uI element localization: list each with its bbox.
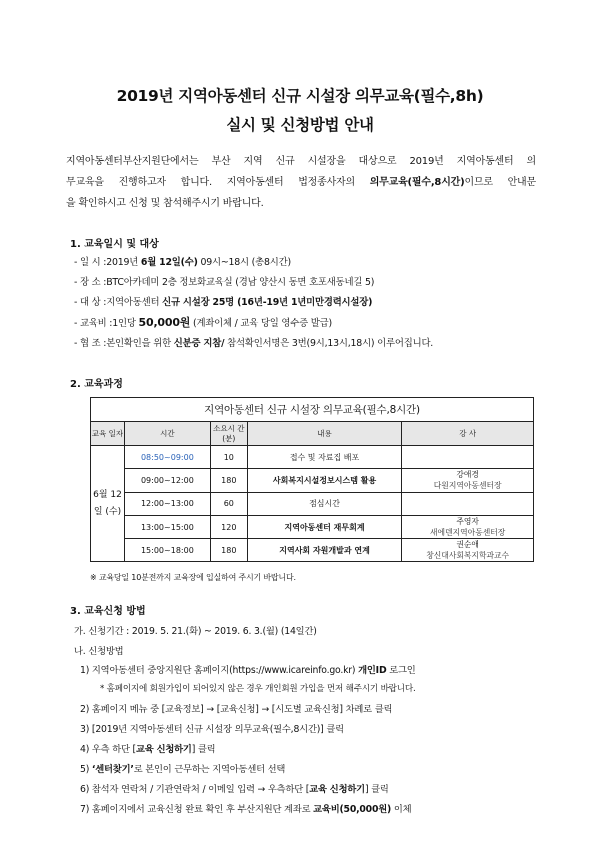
- item-label: - 교육비 :: [74, 318, 113, 329]
- item-emphasis: 신분증 지참/: [173, 338, 225, 349]
- item-text: BTC아카데미 2층 정보화교육실 (경남 양산시 동면 호포새동네길 5): [106, 277, 375, 288]
- item-text: 참석확인서명은 3번(9시,13시,18시) 이루어집니다.: [224, 338, 434, 349]
- step-2: 2) 홈페이지 메뉴 중 [교육정보] → [교육신청] → [시도별 교육신청] 차례로 클릭: [80, 704, 393, 715]
- row-time: 12:00~13:00: [124, 492, 210, 515]
- item-emphasis: 50,000원: [138, 316, 191, 329]
- row-lecturer: [402, 469, 534, 492]
- header-minutes: 소요시 간(분): [210, 422, 247, 446]
- table-header-row: [91, 422, 534, 446]
- step-1-note: * 홈페이지에 회원가입이 되어있지 않은 경우 개인회원 가입을 먼저 해주시기 바랍니다.: [100, 684, 416, 694]
- row-content-text: 지역사회 자원개발과 연계: [279, 545, 370, 555]
- step-text: 7) 홈페이지에서 교육신청 완료 확인 후 부산지원단 계좌로: [80, 804, 314, 815]
- row-content: 접수 및 자료집 배포: [247, 446, 402, 469]
- step-4: [80, 741, 215, 755]
- schedule-table: [90, 397, 534, 562]
- table-row: [91, 515, 534, 538]
- step-text: 5): [80, 764, 92, 775]
- lecturer-affiliation: 다원지역아동센터장: [433, 481, 502, 491]
- row-content: [247, 469, 402, 492]
- lecturer-name: 주영자: [456, 517, 479, 527]
- step-5: [80, 761, 285, 775]
- step-text: 이체: [391, 804, 412, 815]
- item-text: 2019년: [106, 257, 141, 268]
- table-row: [91, 539, 534, 562]
- section1-heading: 1. 교육일시 및 대상: [70, 239, 159, 250]
- row-content-text: 지역아동센터 재무회계: [284, 522, 365, 532]
- row-time: 09:00~12:00: [124, 469, 210, 492]
- step-3: 3) [2019년 지역아동센터 신규 시설장 의무교육(필수,8시간)] 클릭: [80, 724, 344, 735]
- step-emphasis: 교육비(50,000원): [313, 804, 392, 815]
- item-text: (계좌이체 / 교육 당일 영수증 발급): [190, 318, 332, 329]
- step-text: 1) 지역아동센터 중앙지원단 홈페이지(https://www.icareinfo.go.kr): [80, 665, 359, 676]
- row-lecturer: [402, 446, 534, 469]
- item-label: - 장 소 :: [74, 277, 107, 288]
- step-text: 로그인: [386, 665, 416, 676]
- step-emphasis: 개인ID: [358, 665, 387, 676]
- header-content: 내용: [247, 422, 402, 446]
- row-time: 08:50~09:00: [124, 446, 210, 469]
- step-emphasis: ‘센터찾기’: [91, 764, 134, 775]
- row-time: 13:00~15:00: [124, 515, 210, 538]
- item-text: 지역아동센터: [106, 297, 163, 308]
- item-text: 1인당: [112, 318, 139, 329]
- step-text: ] 클릭: [191, 744, 216, 755]
- step-text: 4) 우측 하단 [: [80, 744, 136, 755]
- table-row: [91, 492, 534, 515]
- section1-item-cooperation: [74, 335, 433, 349]
- section1-item-place: [74, 274, 374, 288]
- row-lecturer: [402, 539, 534, 562]
- row-content-text: 사회복지시설정보시스템 활용: [272, 475, 377, 485]
- item-emphasis: 신규 시설장 25명 (16년-19년 1년미만경력시설장): [162, 297, 373, 308]
- lecturer-affiliation: 창신대사회복지학과교수: [426, 551, 510, 561]
- item-label: - 대 상 :: [74, 297, 107, 308]
- item-label: - 협 조 :: [74, 338, 107, 349]
- table-caption-row: [91, 398, 534, 422]
- intro-text: 이므로 안내문: [464, 177, 536, 188]
- item-text: 본인확인을 위한: [106, 338, 174, 349]
- section2-heading: 2. 교육과정: [70, 379, 123, 390]
- section3-heading: 3. 교육신청 방법: [70, 606, 146, 617]
- session-day: 6월 12일 (수): [91, 446, 125, 562]
- intro-line-1: 지역아동센터부산지원단에서는 부산 지역 신규 시설장을 대상으로 2019년 지역아동센터 의: [66, 156, 536, 167]
- item-text: 09시~18시 (총8시간): [197, 257, 291, 268]
- row-minutes: 120: [210, 515, 247, 538]
- header-time: 시간: [124, 422, 210, 446]
- table-row: [91, 469, 534, 492]
- step-text: 로 본인이 근무하는 지역아동센터 선택: [133, 764, 286, 775]
- row-content: 점심시간: [247, 492, 402, 515]
- row-minutes: 10: [210, 446, 247, 469]
- lecturer-name: 권순애: [456, 540, 479, 550]
- item-label: - 일 시 :: [74, 257, 107, 268]
- intro-line-2: [66, 172, 536, 193]
- step-emphasis: 교육 신청하기: [309, 784, 365, 795]
- lecturer-affiliation: 새에덴지역아동센터장: [430, 528, 506, 538]
- step-text: ] 클릭: [364, 784, 389, 795]
- application-period: 가. 신청기간 : 2019. 5. 21.(화) ~ 2019. 6. 3.(월) (14일간): [74, 626, 317, 637]
- row-minutes: 180: [210, 469, 247, 492]
- intro-line-3: 을 확인하시고 신청 및 참석해주시기 바랍니다.: [66, 198, 264, 209]
- row-lecturer: [402, 492, 534, 515]
- intro-text: 무교육을 진행하고자 합니다. 지역아동센터 법정종사자의: [66, 177, 370, 188]
- intro-emphasis: 의무교육(필수,8시간): [369, 177, 465, 188]
- step-text: 6) 참석자 연락처 / 기관연락처 / 이메일 입력 → 우측하단 [: [80, 784, 310, 795]
- document-title-line2: 실시 및 신청방법 안내: [226, 116, 374, 134]
- step-1: [80, 662, 416, 676]
- section1-item-fee: [74, 314, 332, 330]
- section1-item-target: [74, 294, 372, 308]
- lecturer-name: 강애경: [456, 470, 479, 480]
- row-content: [247, 539, 402, 562]
- step-7: [80, 801, 411, 815]
- row-time: 15:00~18:00: [124, 539, 210, 562]
- table-row: [91, 446, 534, 469]
- step-6: [80, 781, 389, 795]
- table-caption: 지역아동센터 신규 시설장 의무교육(필수,8시간): [91, 398, 534, 422]
- document-title-line1: 2019년 지역아동센터 신규 시설장 의무교육(필수,8h): [116, 87, 484, 105]
- row-lecturer: [402, 515, 534, 538]
- intro-paragraph: [66, 151, 536, 214]
- row-minutes: 180: [210, 539, 247, 562]
- application-method-heading: 나. 신청방법: [74, 646, 124, 657]
- header-day: 교육 일자: [91, 422, 125, 446]
- section1-item-date: [74, 254, 291, 268]
- header-lecturer: 강 사: [402, 422, 534, 446]
- row-minutes: 60: [210, 492, 247, 515]
- schedule-note: ※ 교육당일 10분전까지 교육장에 입실하여 주시기 바랍니다.: [90, 573, 296, 582]
- row-content: [247, 515, 402, 538]
- item-emphasis: 6월 12일(수): [140, 257, 198, 268]
- step-emphasis: 교육 신청하기: [135, 744, 192, 755]
